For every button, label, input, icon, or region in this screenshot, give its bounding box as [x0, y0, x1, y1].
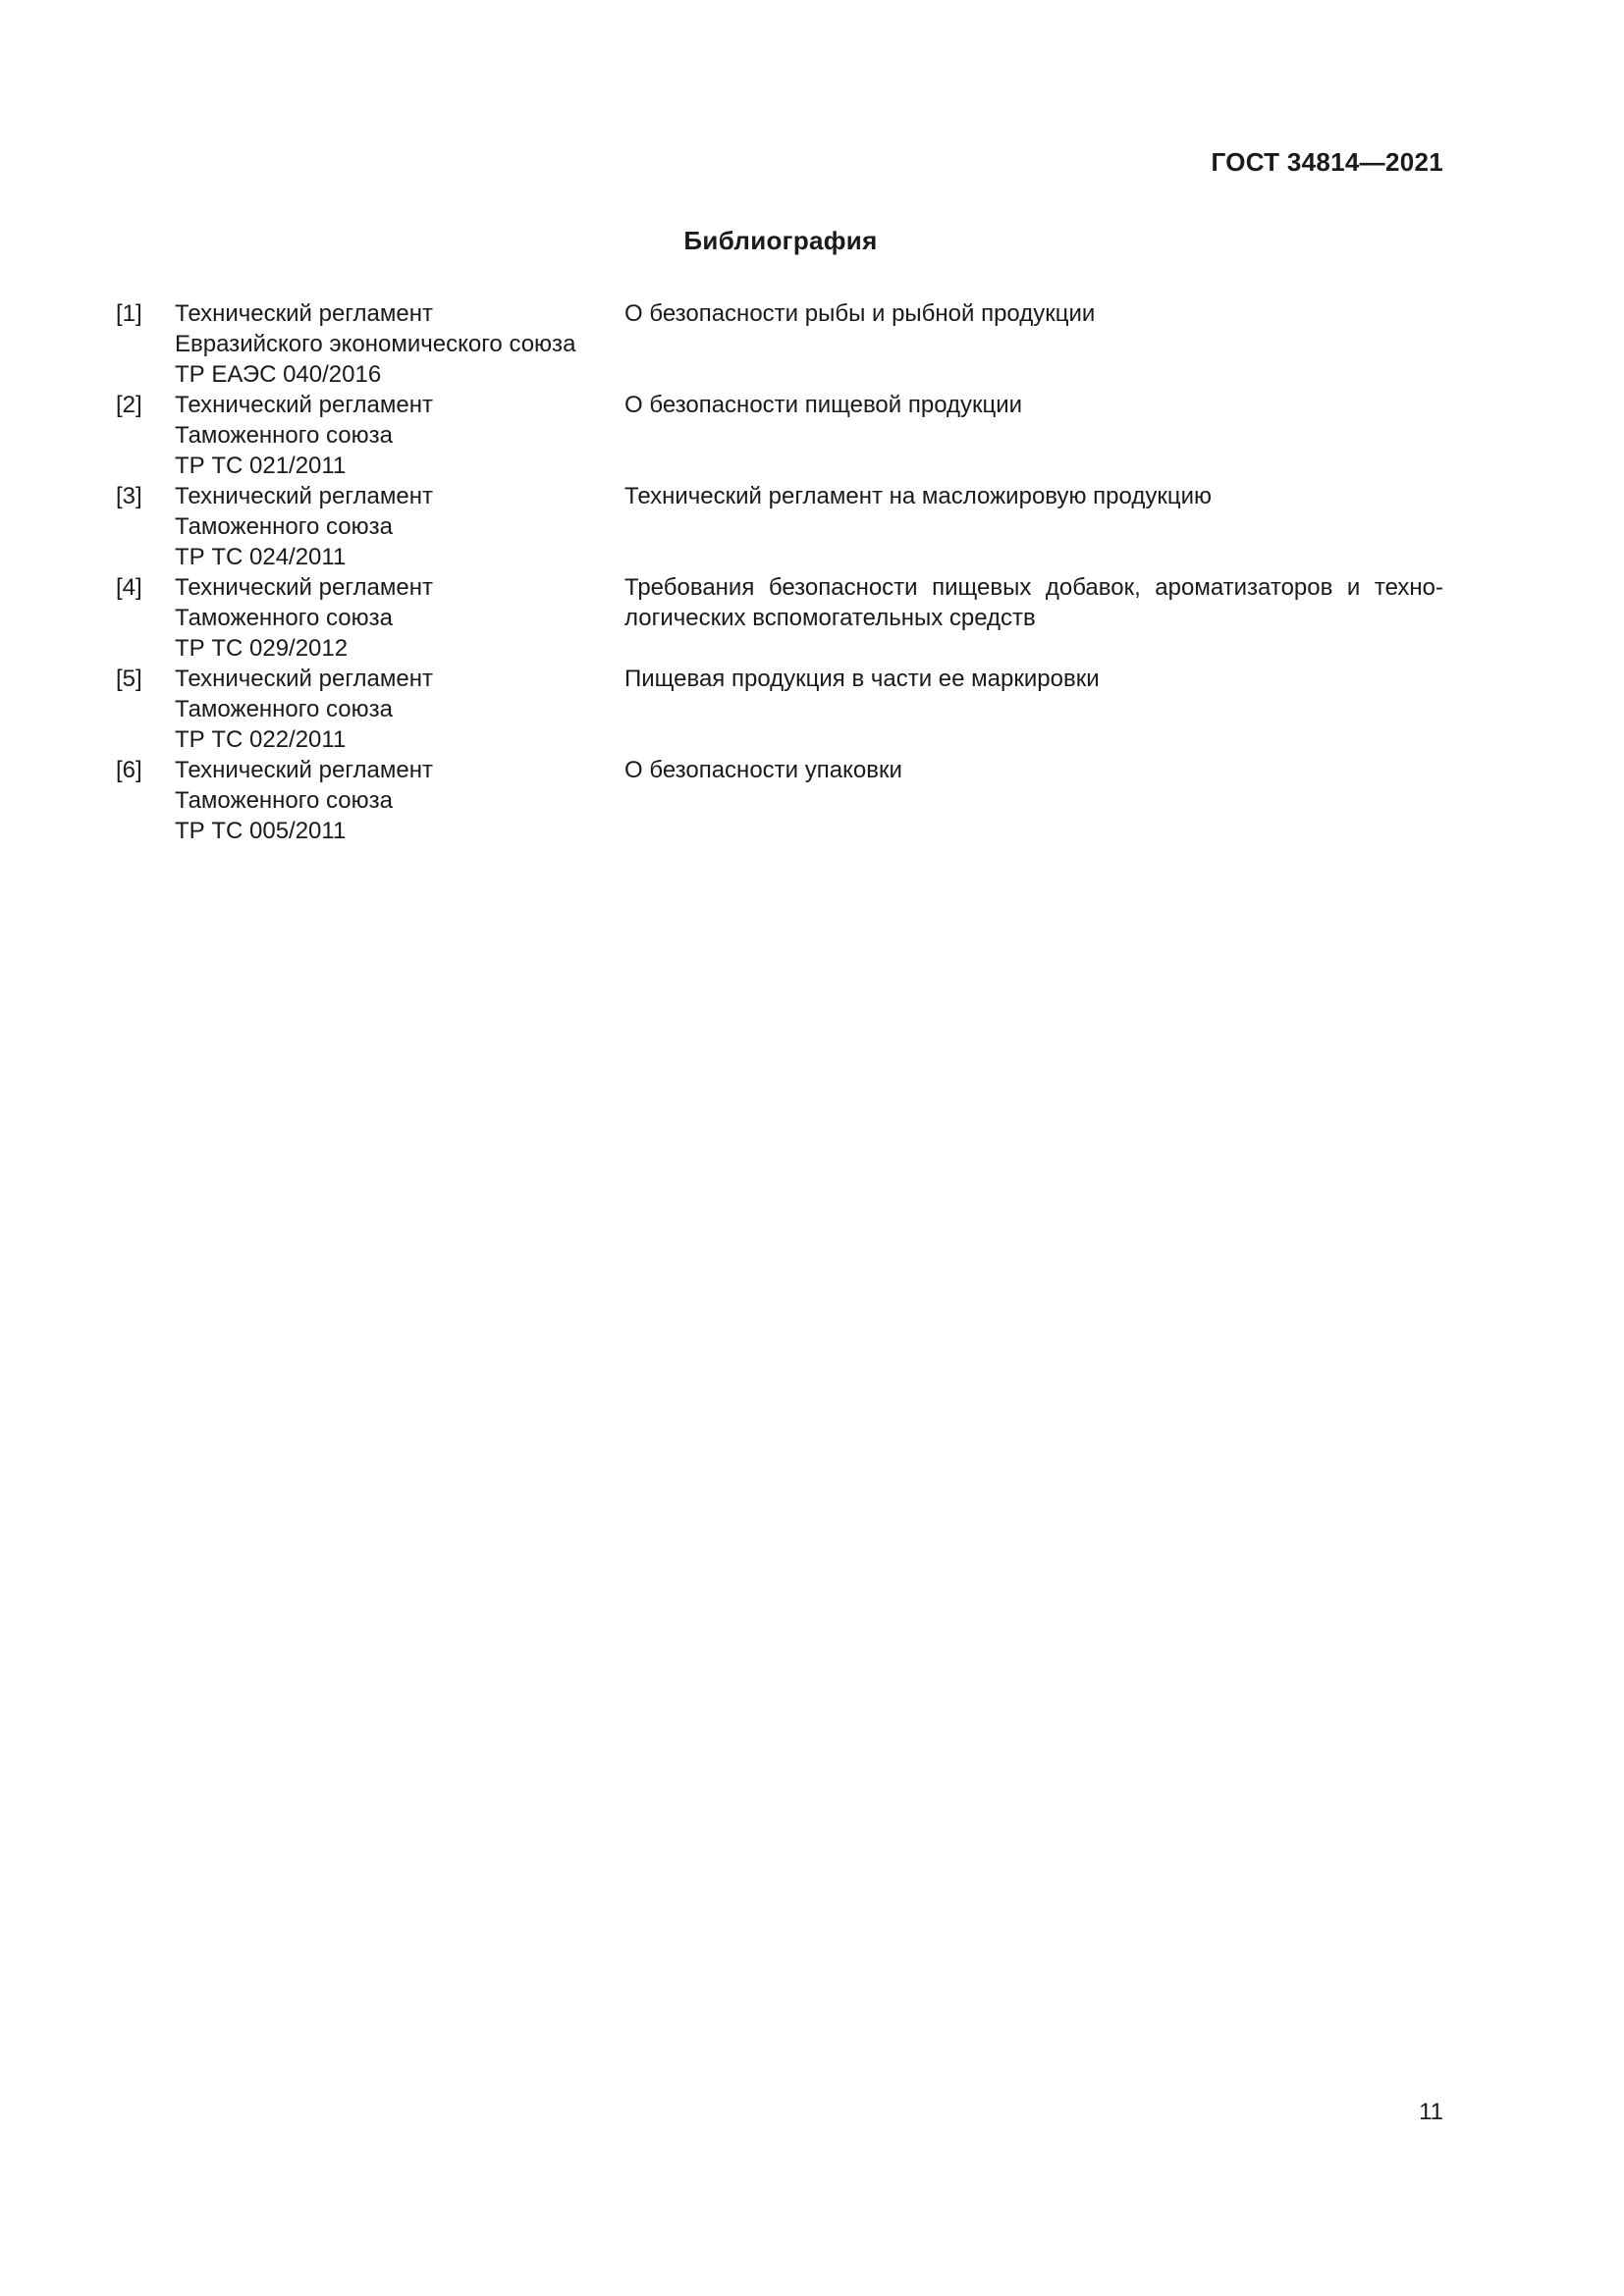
entry-title: Пищевая продукция в части ее маркировки	[624, 666, 1100, 692]
bibliography-title: Библиография	[683, 226, 878, 255]
entry-source-line: Технический регламент	[175, 666, 433, 692]
page-number: 11	[1419, 2099, 1443, 2125]
entry-title: Требования безопасности пищевых добавок, ароматизаторов и технологических вспомогательных средств	[624, 574, 1443, 631]
entry-number: [2]	[116, 392, 142, 418]
entry-source-line: Таможенного союза	[175, 422, 393, 449]
bibliography-entry-4	[116, 572, 1443, 664]
entry-source-line: ТР ТС 029/2012	[175, 635, 349, 662]
entry-source-line: Технический регламент	[175, 574, 433, 601]
entry-source-line: Таможенного союза	[175, 605, 393, 631]
entry-number: [4]	[116, 574, 142, 601]
document-code: ГОСТ 34814—2021	[1211, 147, 1443, 177]
entry-source	[175, 572, 624, 664]
entry-source	[175, 755, 624, 846]
entry-source	[175, 390, 624, 481]
entry-source-line: ТР ЕАЭС 040/2016	[175, 361, 382, 388]
entry-source-line: Таможенного союза	[175, 787, 393, 814]
entry-title: О безопасности пищевой продукции	[624, 392, 1023, 418]
entry-source-line: Технический регламент	[175, 300, 433, 327]
entry-source-line: ТР ТС 024/2011	[175, 544, 347, 570]
entry-source-line: Таможенного союза	[175, 513, 393, 540]
bibliography-entry-6	[116, 755, 1443, 846]
entry-source-line: ТР ТС 021/2011	[175, 453, 347, 479]
entry-source-line: Евразийского экономического союза	[175, 331, 576, 357]
entry-number: [1]	[116, 300, 142, 327]
bibliography-entry-3	[116, 481, 1443, 572]
entry-source-line: ТР ТС 022/2011	[175, 726, 347, 753]
entry-source	[175, 298, 624, 390]
entry-source-line: Технический регламент	[175, 392, 433, 418]
entry-source-line: Технический регламент	[175, 483, 433, 509]
bibliography-entry-2	[116, 390, 1443, 481]
entry-source-line: Технический регламент	[175, 757, 433, 783]
entry-number: [3]	[116, 483, 142, 509]
entry-source	[175, 664, 624, 755]
bibliography-entry-1	[116, 298, 1443, 390]
bibliography-entry-5	[116, 664, 1443, 755]
entry-source-line: Таможенного союза	[175, 696, 393, 722]
entry-number: [5]	[116, 666, 142, 692]
entry-title: О безопасности упаковки	[624, 757, 902, 783]
entry-source	[175, 481, 624, 572]
entry-number: [6]	[116, 757, 142, 783]
entry-title: О безопасности рыбы и рыбной продукции	[624, 300, 1096, 327]
bibliography-list	[116, 298, 1443, 846]
entry-title: Технический регламент на масложировую продукцию	[624, 483, 1212, 509]
entry-source-line: ТР ТС 005/2011	[175, 818, 347, 844]
